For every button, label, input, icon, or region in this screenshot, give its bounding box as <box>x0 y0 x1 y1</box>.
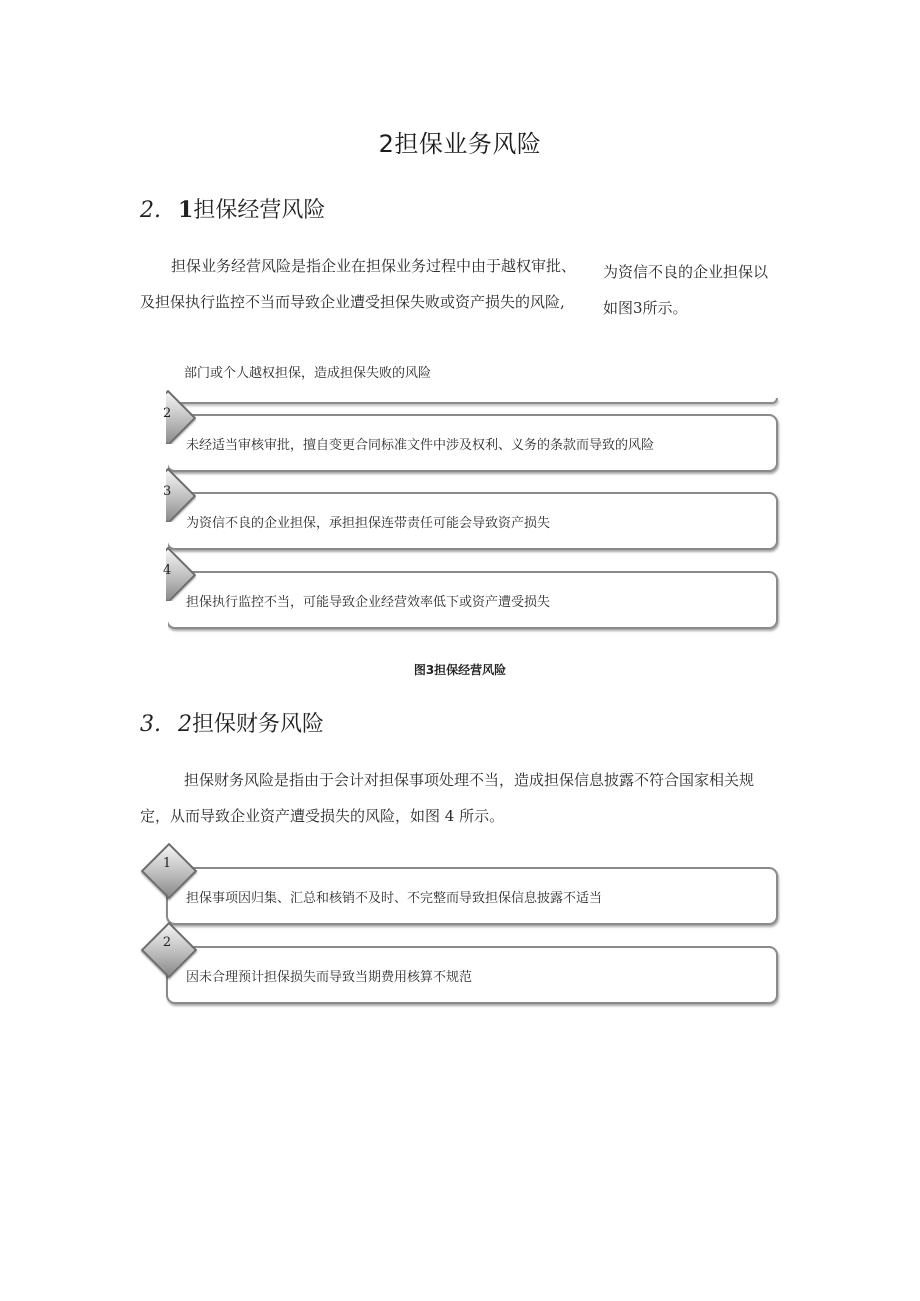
figure-item-text: 担保执行监控不当，可能导致企业经营效率低下或资产遭受损失 <box>186 595 551 610</box>
paragraph-line: 及担保执行监控不当而导致企业遭受担保失败或资产损失的风险, <box>140 293 565 311</box>
section-number-a: 3. <box>140 712 161 737</box>
page-title: 2担保业务风险 <box>378 130 542 158</box>
diamond-marker-icon <box>139 841 195 897</box>
diamond-marker-icon <box>139 920 195 976</box>
section-title-text: 担保经营风险 <box>193 198 326 223</box>
figure-item-1-box-edge <box>166 398 778 404</box>
section-title-text: 担保财务风险 <box>192 712 325 737</box>
paragraph-side-line: 如图3所示。 <box>603 299 688 317</box>
diamond-number: 1 <box>162 856 172 871</box>
section-number-b: 1 <box>178 197 194 223</box>
figure-item-box <box>166 571 778 629</box>
section-number-a: 2. <box>140 198 161 223</box>
diamond-number: 2 <box>163 406 172 421</box>
section-heading-1 <box>140 193 325 224</box>
figure-item-box <box>166 414 778 472</box>
paragraph-line: 担保财务风险是指由于会计对担保事项处理不当，造成担保信息披露不符合国家相关规 <box>184 771 755 789</box>
figure-item-text: 未经适当审核审批，擅自变更合同标准文件中涉及权利、义务的条款而导致的风险 <box>186 438 655 453</box>
diamond-number: 4 <box>163 563 172 578</box>
figure-item-text: 担保事项因归集、汇总和核销不及时、不完整而导致担保信息披露不适当 <box>186 891 603 906</box>
paragraph-side-line: 为资信不良的企业担保以 <box>603 263 769 281</box>
section-heading-2 <box>140 707 324 738</box>
figure-item-text: 为资信不良的企业担保，承担担保连带责任可能会导致资产损失 <box>186 516 551 531</box>
figure-item-box <box>166 492 778 550</box>
diamond-number: 2 <box>162 935 172 950</box>
figure-item-1-text: 部门或个人越权担保，造成担保失败的风险 <box>184 366 432 381</box>
figure-item-text: 因未合理预计担保损失而导致当期费用核算不规范 <box>186 970 473 985</box>
figure-caption: 图3担保经营风险 <box>413 663 507 677</box>
diamond-number: 3 <box>163 484 172 499</box>
paragraph-line: 定，从而导致企业资产遭受损失的风险，如图 4 所示。 <box>140 807 505 825</box>
paragraph-line: 担保业务经营风险是指企业在担保业务过程中由于越权审批、 <box>171 257 577 275</box>
figure-item-box <box>166 946 778 1004</box>
section-number-b: 2 <box>178 712 192 737</box>
figure-item-box <box>166 867 778 925</box>
